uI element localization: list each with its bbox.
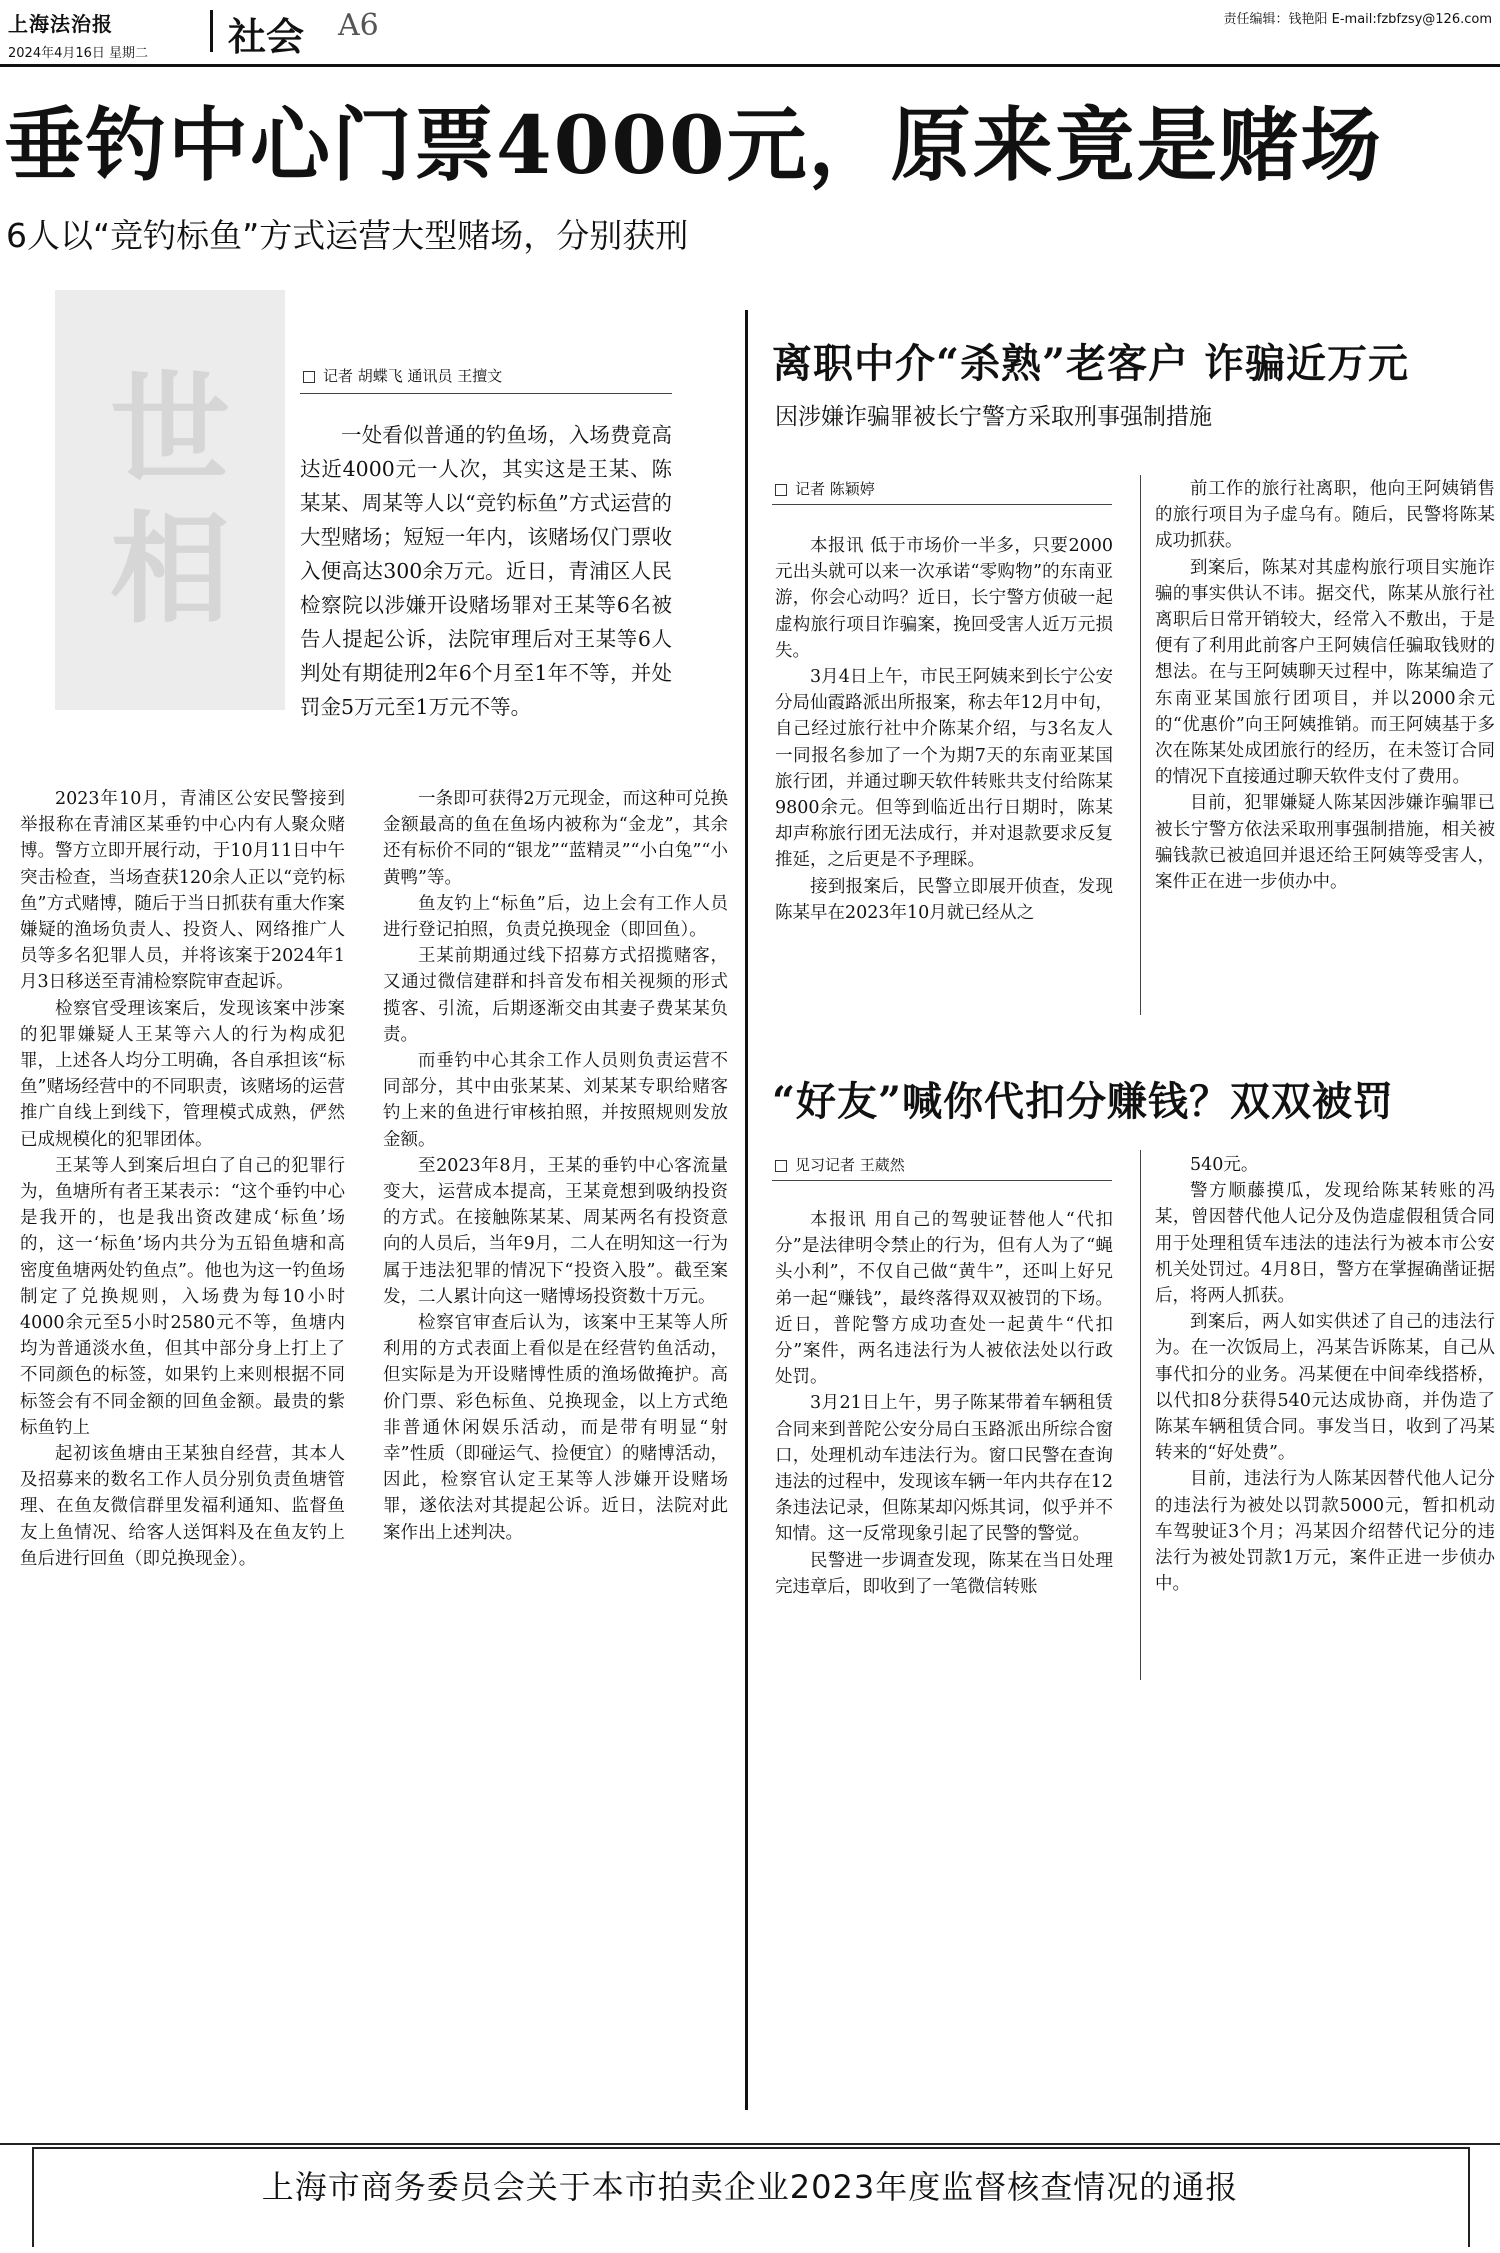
masthead-left <box>8 8 208 61</box>
page-number: A6 <box>338 8 379 43</box>
byline-rule <box>772 1180 1112 1181</box>
watermark-char: 世 <box>110 359 230 500</box>
byline-box-icon <box>775 1160 787 1172</box>
story2-column-1 <box>775 533 1113 995</box>
paragraph: 3月21日上午，男子陈某带着车辆租赁合同来到普陀公安分局白玉路派出所综合窗口，处理机动车违法行为。窗口民警在查询违法的过程中，发现该车辆一年内共存在12条违法记录，但陈某却闪烁其词，似乎并不知情。这一反常现象引起了民警的警觉。 <box>775 1393 1113 1545</box>
story2-byline: 记者 陈颖婷 <box>775 478 875 499</box>
column-divider <box>1140 1150 1141 1680</box>
story2-subheadline: 因涉嫌诈骗罪被长宁警方采取刑事强制措施 <box>775 404 1212 430</box>
column-divider <box>1140 475 1141 1015</box>
main-lead: 一处看似普通的钓鱼场，入场费竟高达近4000元一人次，其实这是王某、陈某某、周某等人以“竞钓标鱼”方式运营的大型赌场；短短一年内，该赌场仅门票收入便高达300余万元。近日，青浦区人民检察院以涉嫌开设赌场罪对王某等6名被告人提起公诉，法院审理后对王某等6人判处有期徒刑2年6个月至1年不等，并处罚金5万元至1万元不等。 <box>300 423 672 719</box>
paragraph: 本报讯 用自己的驾驶证替他人“代扣分”是法律明令禁止的行为，但有人为了“蝇头小利”，不仅自己做“黄牛”，还叫上好兄弟一起“赚钱”，最终落得双双被罚的下场。近日，普陀警方成功查处一起黄牛“代扣分”案件，两名违法行为人被依法处以行政处罚。 <box>775 1210 1113 1388</box>
paragraph: 到案后，两人如实供述了自己的违法行为。在一次饭局上，冯某告诉陈某，自己从事代扣分的业务。冯某便在中间牵线搭桥，以代扣8分获得540元达成协商，并伪造了陈某车辆租赁合同。事发当日，收到了冯某转来的“好处费”。 <box>1155 1312 1495 1464</box>
byline-box-icon <box>303 371 315 383</box>
editor-info: 责任编辑：钱艳阳 E-mail:fzbfzsy@126.com <box>1223 12 1492 27</box>
paragraph: 目前，犯罪嫌疑人陈某因涉嫌诈骗罪已被长宁警方依法采取刑事强制措施，相关被骗钱款已被追回并退还给王阿姨等受害人，案件正在进一步侦办中。 <box>1155 793 1495 893</box>
paragraph: 而垂钓中心其余工作人员则负责运营不同部分，其中由张某某、刘某某专职给赌客钓上来的鱼进行审核拍照，并按照规则发放金额。 <box>383 1051 728 1150</box>
paragraph: 检察官审查后认为，该案中王某等人所利用的方式表面上看似是在经营钓鱼活动，但实际是为开设赌博性质的渔场做掩护。高价门票、彩色标鱼、兑换现金，以上方式绝非普通休闲娱乐活动，而是带有明显“射幸”性质（即碰运气、捡便宜）的赌博活动，因此，检察官认定王某等人涉嫌开设赌场罪，遂依法对其提起公诉。近日，法院对此案作出上述判决。 <box>383 1313 728 1543</box>
section-divider <box>745 310 748 2110</box>
paragraph: 民警进一步调查发现，陈某在当日处理完违章后，即收到了一笔微信转账 <box>775 1550 1113 1597</box>
story3-column-2 <box>1155 1152 1495 1672</box>
paragraph: 接到报案后，民警立即展开侦查，发现陈某早在2023年10月就已经从之 <box>775 876 1113 923</box>
paragraph: 至2023年8月，王某的垂钓中心客流量变大，运营成本提高，王某竟想到吸纳投资的方式。在接触陈某某、周某两名有投资意向的人员后，当年9月，二人在明知这一行为属于违法犯罪的情况下“投资入股”。截至案发，二人累计向这一赌博场投资数十万元。 <box>383 1155 728 1307</box>
masthead-rule <box>0 64 1500 67</box>
paragraph: 540元。 <box>1190 1155 1259 1175</box>
main-byline: 记者 胡蝶飞 通讯员 王擅文 <box>303 365 502 386</box>
paragraph: 检察官受理该案后，发现该案中涉案的犯罪嫌疑人王某等六人的行为构成犯罪，上述各人均分工明确，各自承担该“标鱼”赌场经营中的不同职责，该赌场的运营推广自线上到线下，管理模式成熟，俨然已成规模化的犯罪团体。 <box>20 998 345 1150</box>
issue-date: 2024年4月16日 星期二 <box>8 46 149 61</box>
main-headline: 垂钓中心门票4000元，原来竟是赌场 <box>4 98 1383 192</box>
paragraph: 起初该鱼塘由王某独自经营，其本人及招募来的数名工作人员分别负责鱼塘管理、在鱼友微信群里发福利通知、监督鱼友上鱼情况、给客人送饵料及在鱼友钓上鱼后进行回鱼（即兑换现金）。 <box>20 1444 345 1569</box>
paragraph: 王某前期通过线下招募方式招揽赌客，又通过微信建群和抖音发布相关视频的形式揽客、引流，后期逐渐交由其妻子费某某负责。 <box>383 946 728 1045</box>
paragraph: 一条即可获得2万元现金，而这种可兑换金额最高的鱼在鱼场内被称为“金龙”，其余还有标价不同的“银龙”“蓝精灵”“小白兔”“小黄鸭”等。 <box>383 789 728 888</box>
notice-title: 上海市商务委员会关于本市拍卖企业2023年度监督核查情况的通报 <box>261 2168 1239 2206</box>
paragraph: 王某等人到案后坦白了自己的犯罪行为，鱼塘所有者王某表示：“这个垂钓中心是我开的，也是我出资改建成‘标鱼’场的，这一‘标鱼’场内共分为五铅鱼塘和高密度鱼塘两处钓鱼点”。他也为这一钓鱼场制定了兑换规则，入场费为每10小时4000余元至5小时2580元不等，鱼塘内均为普通淡水鱼，但其中部分身上打上了不同颜色的标签，如果钓上来则根据不同标签会有不同金额的回鱼金额。最贵的紫标鱼钓上 <box>20 1155 345 1438</box>
masthead-divider <box>210 10 213 52</box>
paragraph: 本报讯 低于市场价一半多，只要2000元出头就可以来一次承诺“零购物”的东南亚游，你会心动吗？近日，长宁警方侦破一起虚构旅行项目诈骗案，挽回受害人近万元损失。 <box>775 536 1113 661</box>
main-column-1 <box>20 786 345 2186</box>
story3-headline: “好友”喊你代扣分赚钱？双双被罚 <box>772 1078 1395 1125</box>
paragraph: 3月4日上午，市民王阿姨来到长宁公安分局仙霞路派出所报案，称去年12月中旬，自己经过旅行社中介陈某介绍，与3名友人一同报名参加了一个为期7天的东南亚某国旅行团，并通过聊天软件转账共支付给陈某9800余元。但等到临近出行日期时，陈某却声称旅行团无法成行，并对退款要求反复推延，之后更是不予理睬。 <box>775 667 1113 871</box>
notice-top-rule <box>0 2143 1500 2145</box>
paragraph: 前工作的旅行社离职，他向王阿姨销售的旅行项目为子虚乌有。随后，民警将陈某成功抓获。 <box>1155 479 1495 552</box>
watermark-char: 相 <box>110 499 230 640</box>
paper-name: 上海法治报 <box>8 12 113 36</box>
story2-column-2 <box>1155 476 1495 996</box>
main-subheadline: 6人以“竞钓标鱼”方式运营大型赌场，分别获刑 <box>6 216 689 255</box>
paragraph: 鱼友钓上“标鱼”后，边上会有工作人员进行登记拍照，负责兑换现金（即回鱼）。 <box>383 893 728 941</box>
main-column-2 <box>383 786 728 2186</box>
column-watermark <box>55 290 285 710</box>
paragraph: 目前，违法行为人陈某因替代他人记分的违法行为被处以罚款5000元，暂扣机动车驾驶证3个月；冯某因介绍替代记分的违法行为被处罚款1万元，案件正进一步侦办中。 <box>1155 1469 1495 1595</box>
story3-column-1 <box>775 1207 1113 1672</box>
section-name: 社会 <box>228 15 305 59</box>
byline-box-icon <box>775 484 787 496</box>
story2-headline: 离职中介“杀熟”老客户 诈骗近万元 <box>772 340 1409 387</box>
paragraph: 到案后，陈某对其虚构旅行项目实施诈骗的事实供认不讳。据交代，陈某从旅行社离职后日常开销较大，经常入不敷出，于是便有了利用此前客户王阿姨信任骗取钱财的想法。在与王阿姨聊天过程中，陈某编造了东南亚某国旅行团项目，并以2000余元的“优惠价”向王阿姨推销。而王阿姨基于多次在陈某处成团旅行的经历，在未签订合同的情况下直接通过聊天软件支付了费用。 <box>1155 557 1495 788</box>
byline-rule <box>772 504 1112 505</box>
byline-rule <box>300 393 672 394</box>
paragraph: 2023年10月，青浦区公安民警接到举报称在青浦区某垂钓中心内有人聚众赌博。警方立即开展行动，于10月11日中午突击检查，当场查获120余人正以“竞钓标鱼”方式赌博，随后于当日抓获有重大作案嫌疑的渔场负责人、投资人、网络推广人员等多名犯罪人员，并将该案于2024年1月3日移送至青浦检察院审查起诉。 <box>20 789 345 993</box>
paragraph: 警方顺藤摸瓜，发现给陈某转账的冯某，曾因替代他人记分及伪造虚假租赁合同用于处理租赁车违法的违法行为被本市公安机关处罚过。4月8日，警方在掌握确凿证据后，将两人抓获。 <box>1155 1181 1495 1307</box>
story3-byline: 见习记者 王葳然 <box>775 1154 905 1175</box>
